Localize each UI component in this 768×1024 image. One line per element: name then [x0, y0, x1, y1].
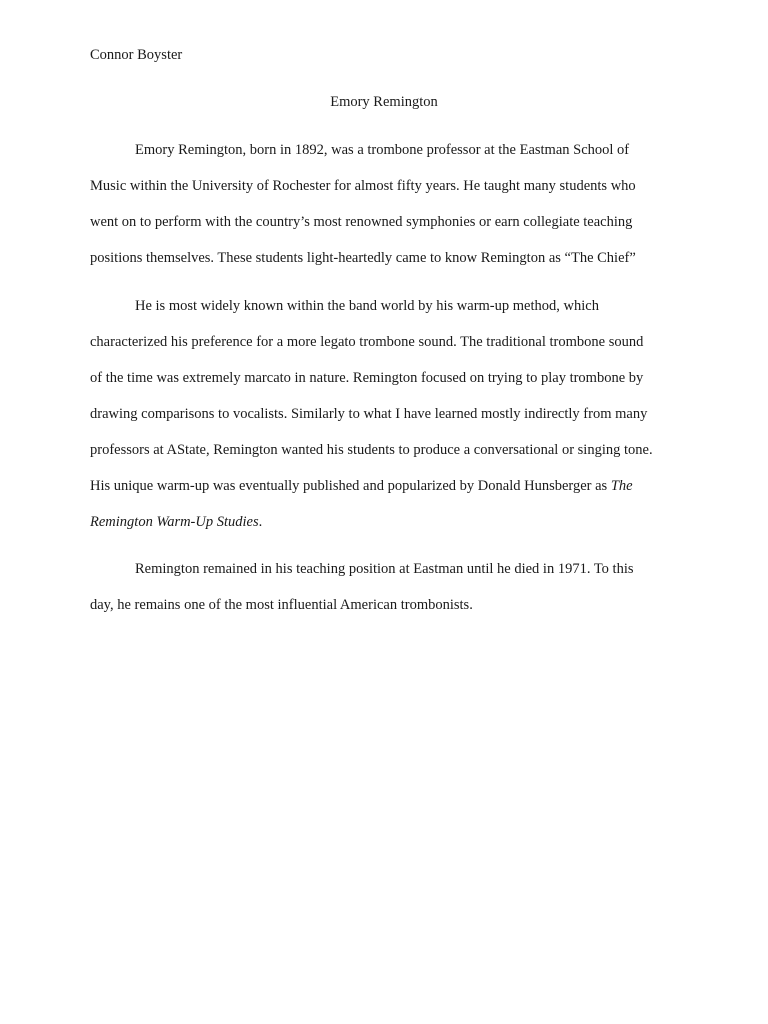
author-name: Connor Boyster — [90, 47, 183, 63]
line-text: His unique warm-up was eventually published and popularized by Donald Hunsberger as — [90, 478, 611, 494]
paragraph-line — [90, 477, 633, 495]
paragraph-line: Music within the University of Rochester for almost fifty years. He taught many students who — [90, 178, 636, 194]
document-title: Emory Remington — [330, 94, 438, 110]
paragraph-line: Emory Remington, born in 1892, was a trombone professor at the Eastman School of — [135, 142, 630, 158]
paragraph-line: characterized his preference for a more legato trombone sound. The traditional trombone sound — [90, 334, 644, 350]
paragraph-line: Remington remained in his teaching position at Eastman until he died in 1971. To this — [135, 561, 634, 577]
paragraph-line: of the time was extremely marcato in nature. Remington focused on trying to play trombone by — [90, 370, 644, 386]
paragraph-line: positions themselves. These students light-heartedly came to know Remington as “The Chief” — [90, 250, 636, 266]
paragraph-line: He is most widely known within the band world by his warm-up method, which — [135, 298, 599, 314]
paragraph-line: drawing comparisons to vocalists. Similarly to what I have learned mostly indirectly from many — [90, 406, 648, 422]
line-text: . — [258, 514, 263, 530]
paragraph-line: professors at AState, Remington wanted his students to produce a conversational or singing tone. — [90, 442, 653, 458]
book-title-part-1: The — [610, 478, 633, 494]
paragraph-line — [90, 513, 262, 531]
paragraph-line: went on to perform with the country’s most renowned symphonies or earn collegiate teaching — [90, 214, 633, 230]
book-title-part-2: Remington Warm-Up Studies — [90, 514, 259, 530]
paragraph-line: day, he remains one of the most influential American trombonists. — [90, 597, 473, 613]
